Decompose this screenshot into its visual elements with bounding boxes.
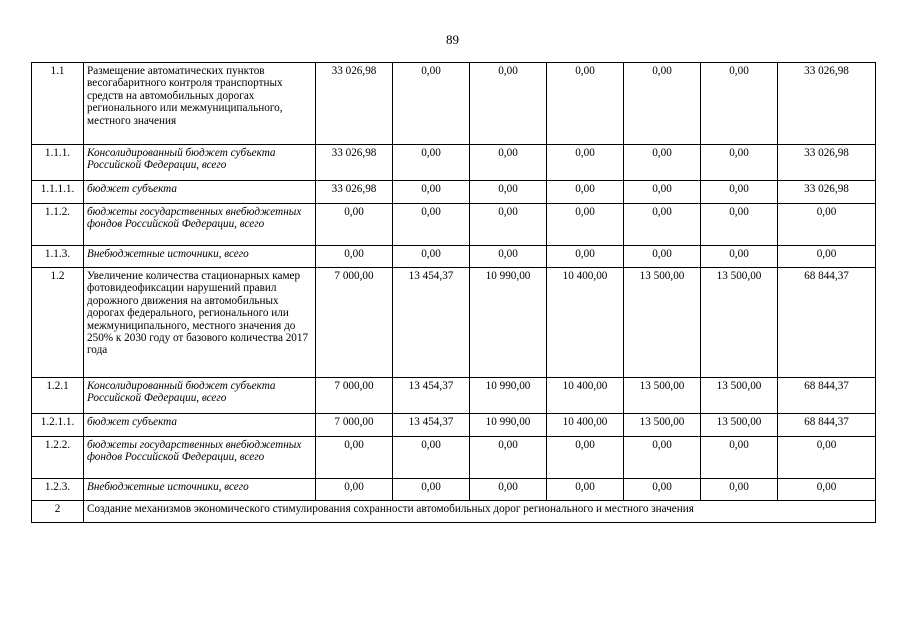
row-year-value: 0,00 bbox=[470, 246, 547, 268]
row-name: Увеличение количества стационарных камер фотовидеофиксации нарушений правил дорожного движения на автомобильных дорогах федерального, регионального или межмуниципального, местного значения до 250% к 2030 году от базового количества 2017 года bbox=[84, 268, 316, 378]
row-year-value: 0,00 bbox=[470, 181, 547, 204]
row-year-value: 13 500,00 bbox=[701, 378, 778, 414]
row-name: Консолидированный бюджет субъекта Российской Федерации, всего bbox=[84, 145, 316, 181]
row-total-value: 33 026,98 bbox=[778, 181, 876, 204]
row-name: Размещение автоматических пунктов весогабаритного контроля транспортных средств на автомобильных дорогах регионального или межмуниципального, местного значения bbox=[84, 63, 316, 145]
row-code: 1.2.1 bbox=[32, 378, 84, 414]
row-total-value: 33 026,98 bbox=[778, 145, 876, 181]
row-code: 1.1.2. bbox=[32, 204, 84, 246]
section-name: Создание механизмов экономического стимулирования сохранности автомобильных дорог регионального и местного значения bbox=[84, 501, 876, 523]
row-name: Консолидированный бюджет субъекта Российской Федерации, всего bbox=[84, 378, 316, 414]
row-year-value: 0,00 bbox=[701, 63, 778, 145]
row-year-value: 7 000,00 bbox=[316, 378, 393, 414]
row-year-value: 10 400,00 bbox=[547, 378, 624, 414]
row-year-value: 13 454,37 bbox=[393, 414, 470, 437]
row-total-value: 68 844,37 bbox=[778, 378, 876, 414]
row-name: бюджеты государственных внебюджетных фондов Российской Федерации, всего bbox=[84, 437, 316, 479]
row-year-value: 0,00 bbox=[393, 181, 470, 204]
row-year-value: 0,00 bbox=[624, 181, 701, 204]
row-year-value: 0,00 bbox=[547, 63, 624, 145]
row-year-value: 0,00 bbox=[393, 204, 470, 246]
row-year-value: 0,00 bbox=[701, 145, 778, 181]
row-year-value: 13 454,37 bbox=[393, 268, 470, 378]
row-year-value: 0,00 bbox=[624, 63, 701, 145]
row-year-value: 0,00 bbox=[316, 479, 393, 501]
row-code: 1.2.1.1. bbox=[32, 414, 84, 437]
table-row bbox=[32, 437, 876, 479]
row-code: 1.1.1. bbox=[32, 145, 84, 181]
row-year-value: 0,00 bbox=[547, 204, 624, 246]
row-year-value: 0,00 bbox=[624, 246, 701, 268]
row-year-value: 10 990,00 bbox=[470, 414, 547, 437]
row-year-value: 0,00 bbox=[624, 437, 701, 479]
row-year-value: 0,00 bbox=[701, 204, 778, 246]
row-total-value: 0,00 bbox=[778, 479, 876, 501]
row-code: 1.2 bbox=[32, 268, 84, 378]
table-row bbox=[32, 479, 876, 501]
row-total-value: 0,00 bbox=[778, 246, 876, 268]
row-year-value: 0,00 bbox=[393, 246, 470, 268]
table-row bbox=[32, 414, 876, 437]
row-year-value: 0,00 bbox=[393, 437, 470, 479]
table-row bbox=[32, 246, 876, 268]
row-name: бюджет субъекта bbox=[84, 181, 316, 204]
page-number: 89 bbox=[446, 32, 459, 47]
row-year-value: 13 500,00 bbox=[624, 268, 701, 378]
row-year-value: 0,00 bbox=[547, 437, 624, 479]
row-total-value: 68 844,37 bbox=[778, 414, 876, 437]
row-year-value: 0,00 bbox=[316, 246, 393, 268]
row-year-value: 0,00 bbox=[547, 479, 624, 501]
table-row bbox=[32, 378, 876, 414]
row-code: 1.2.3. bbox=[32, 479, 84, 501]
row-year-value: 0,00 bbox=[624, 479, 701, 501]
row-year-value: 0,00 bbox=[470, 479, 547, 501]
row-year-value: 0,00 bbox=[393, 479, 470, 501]
section-row bbox=[32, 501, 876, 523]
row-year-value: 0,00 bbox=[470, 63, 547, 145]
row-year-value: 0,00 bbox=[316, 437, 393, 479]
row-year-value: 7 000,00 bbox=[316, 414, 393, 437]
row-year-value: 0,00 bbox=[547, 145, 624, 181]
row-year-value: 0,00 bbox=[701, 437, 778, 479]
row-code: 1.1.3. bbox=[32, 246, 84, 268]
row-name: бюджеты государственных внебюджетных фондов Российской Федерации, всего bbox=[84, 204, 316, 246]
row-year-value: 0,00 bbox=[701, 246, 778, 268]
table-row bbox=[32, 268, 876, 378]
budget-table bbox=[31, 62, 876, 523]
row-total-value: 0,00 bbox=[778, 437, 876, 479]
table-row bbox=[32, 63, 876, 145]
row-year-value: 33 026,98 bbox=[316, 63, 393, 145]
row-year-value: 0,00 bbox=[624, 145, 701, 181]
row-name: Внебюджетные источники, всего bbox=[84, 246, 316, 268]
row-code: 1.2.2. bbox=[32, 437, 84, 479]
row-year-value: 13 500,00 bbox=[701, 414, 778, 437]
row-year-value: 10 400,00 bbox=[547, 268, 624, 378]
row-code: 1.1 bbox=[32, 63, 84, 145]
row-year-value: 0,00 bbox=[701, 181, 778, 204]
row-total-value: 0,00 bbox=[778, 204, 876, 246]
row-year-value: 0,00 bbox=[393, 63, 470, 145]
table-row bbox=[32, 181, 876, 204]
row-total-value: 33 026,98 bbox=[778, 63, 876, 145]
row-year-value: 33 026,98 bbox=[316, 145, 393, 181]
row-year-value: 13 454,37 bbox=[393, 378, 470, 414]
row-year-value: 0,00 bbox=[470, 437, 547, 479]
row-year-value: 0,00 bbox=[701, 479, 778, 501]
table-row bbox=[32, 204, 876, 246]
row-year-value: 0,00 bbox=[470, 145, 547, 181]
row-year-value: 13 500,00 bbox=[624, 378, 701, 414]
row-total-value: 68 844,37 bbox=[778, 268, 876, 378]
section-code: 2 bbox=[32, 501, 84, 523]
row-year-value: 13 500,00 bbox=[701, 268, 778, 378]
row-year-value: 10 400,00 bbox=[547, 414, 624, 437]
row-year-value: 0,00 bbox=[624, 204, 701, 246]
row-name: бюджет субъекта bbox=[84, 414, 316, 437]
row-name: Внебюджетные источники, всего bbox=[84, 479, 316, 501]
row-year-value: 33 026,98 bbox=[316, 181, 393, 204]
row-code: 1.1.1.1. bbox=[32, 181, 84, 204]
row-year-value: 0,00 bbox=[393, 145, 470, 181]
row-year-value: 0,00 bbox=[470, 204, 547, 246]
row-year-value: 0,00 bbox=[547, 246, 624, 268]
row-year-value: 10 990,00 bbox=[470, 268, 547, 378]
row-year-value: 0,00 bbox=[547, 181, 624, 204]
row-year-value: 13 500,00 bbox=[624, 414, 701, 437]
table-row bbox=[32, 145, 876, 181]
row-year-value: 0,00 bbox=[316, 204, 393, 246]
row-year-value: 10 990,00 bbox=[470, 378, 547, 414]
table-body bbox=[32, 63, 876, 523]
row-year-value: 7 000,00 bbox=[316, 268, 393, 378]
